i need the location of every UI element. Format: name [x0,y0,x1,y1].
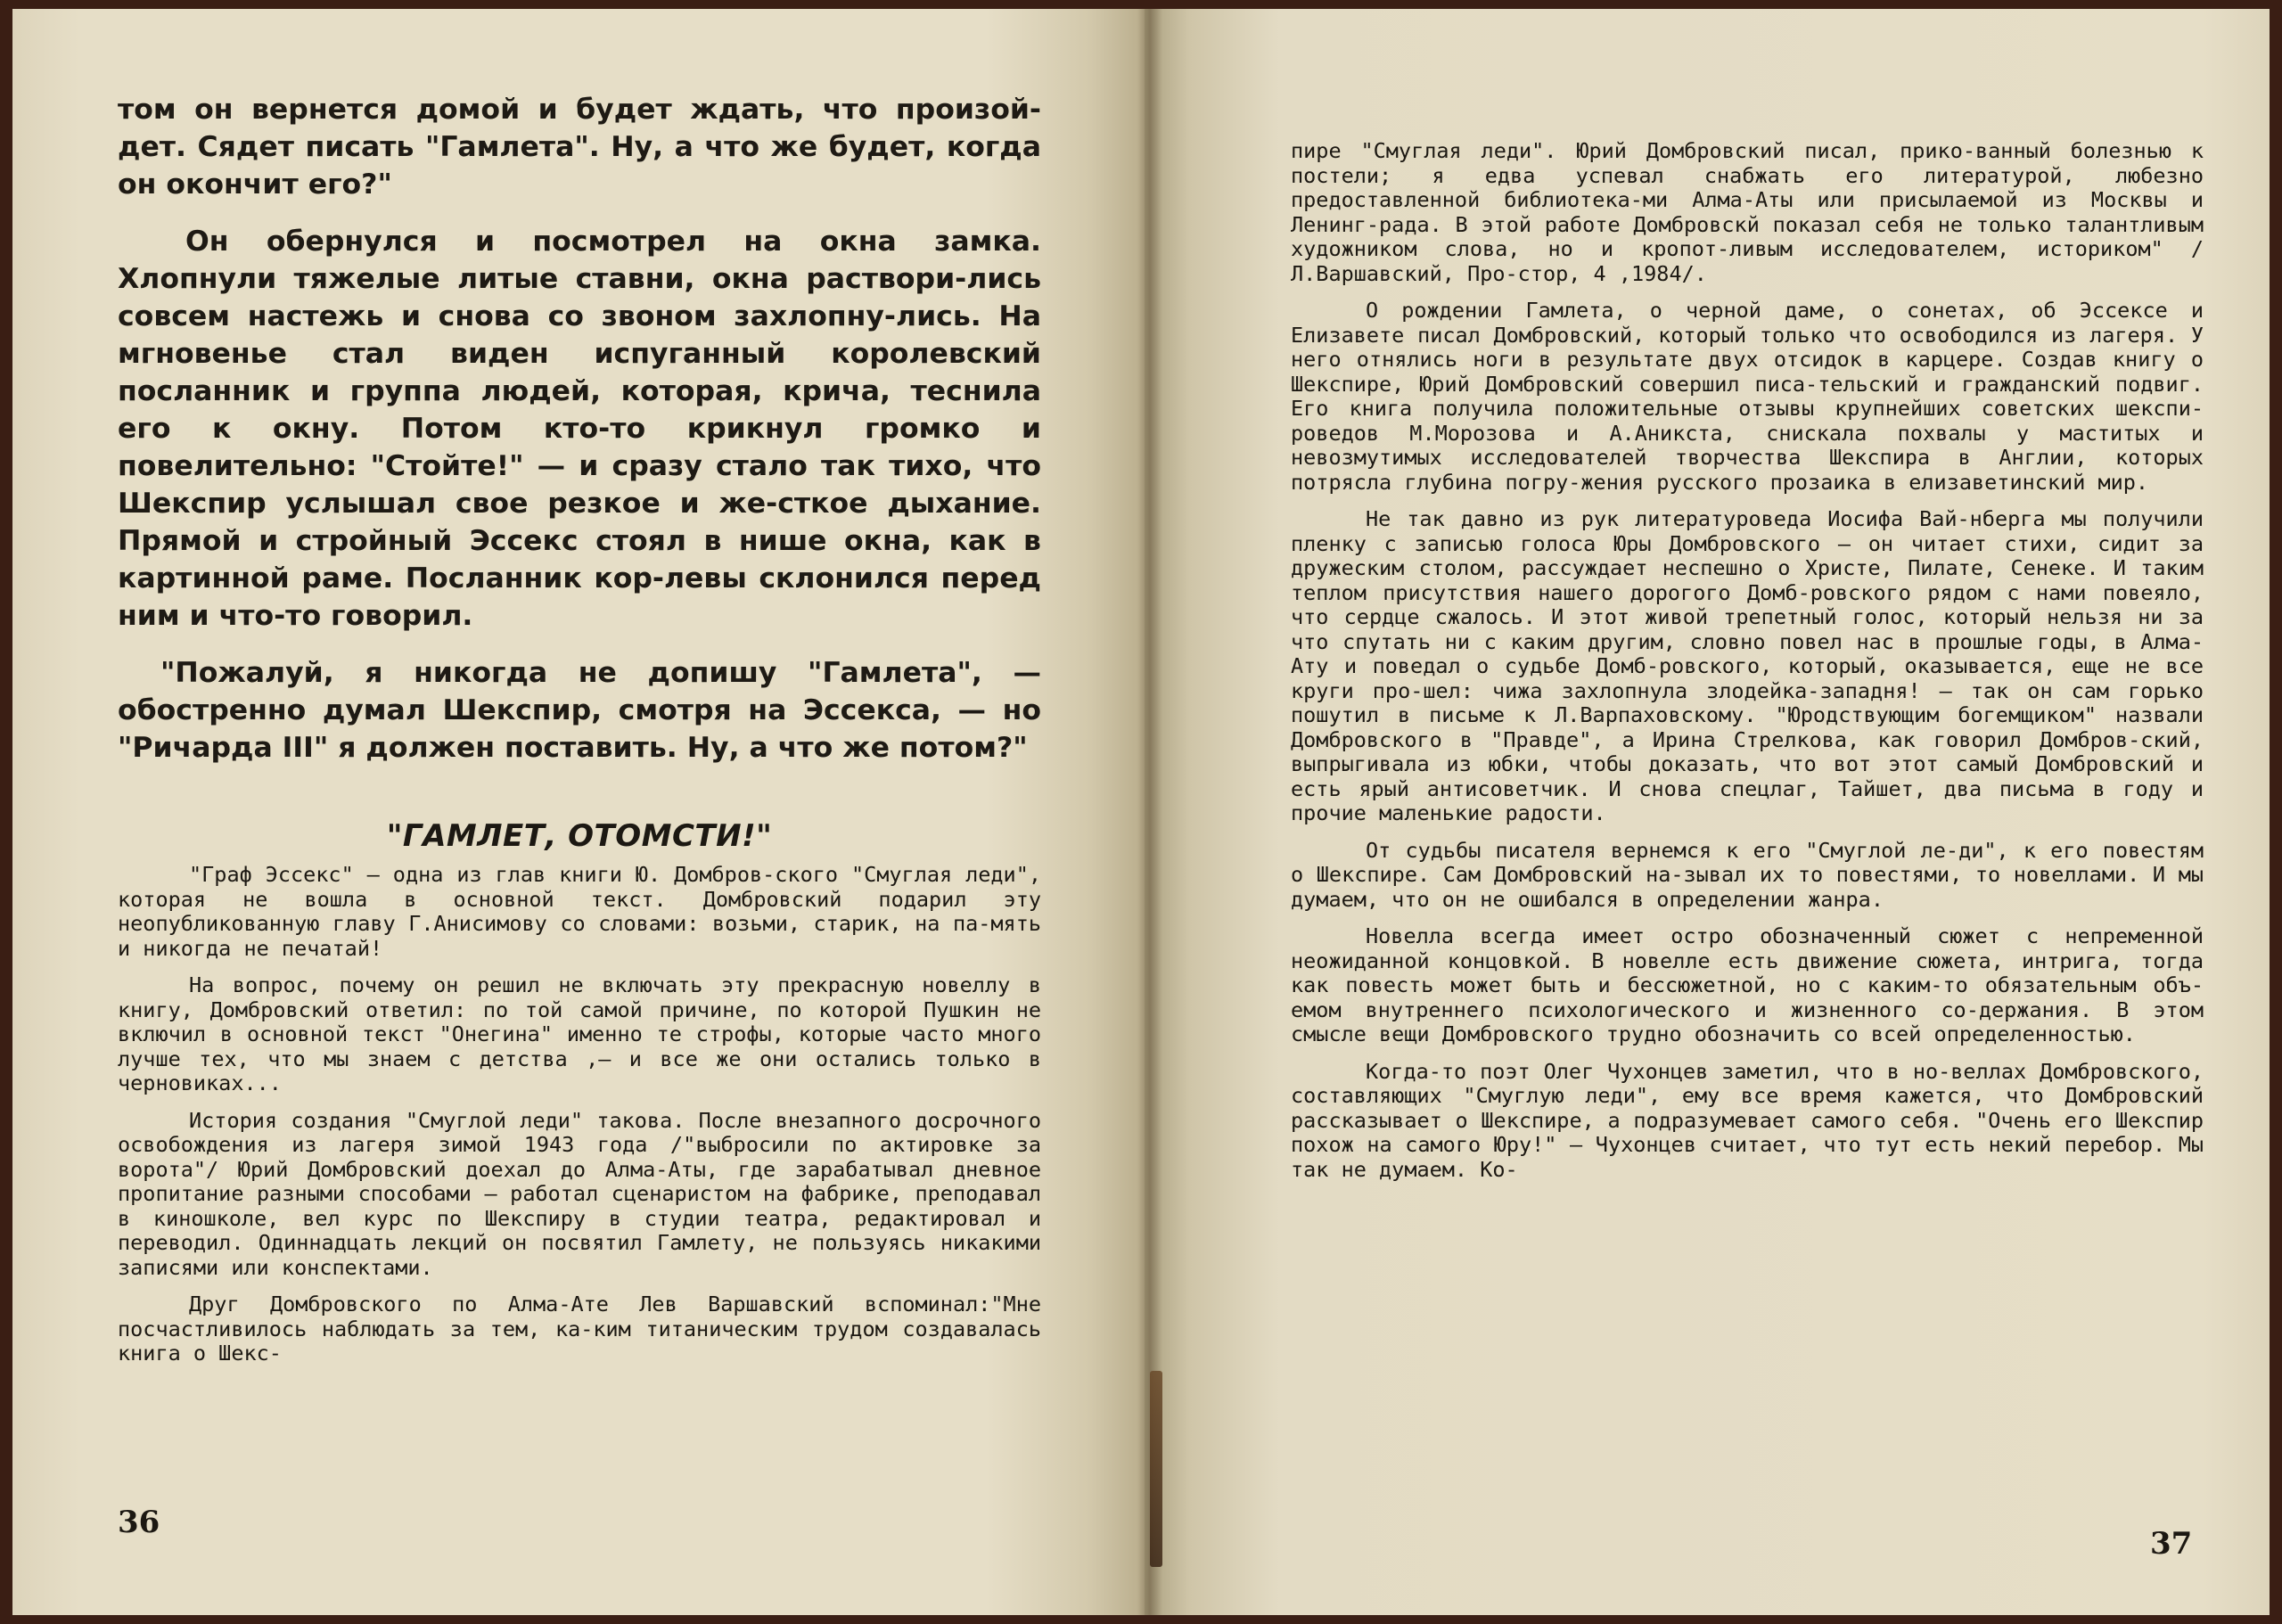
paragraph: От судьбы писателя вернемся к его "Смуглой ле-ди", к его повестям о Шекспире. Сам Домбровский на-зывал их то повестями, то новеллами. И мы думаем, что он не ошибался в определении жанра. [1291,837,2204,912]
paragraph: пире "Смуглая леди". Юрий Домбровский писал, прико-ванный болезнью к постели; я едва успевал снабжать его литературой, любезно предоставленной библиотека-ми Алма-Аты или присылаемой из Москвы и Ленинг-рада. В этой работе Домбровскй показал себя не только талантливым художником слова, но и кропот-ливым исследователем, историком" /Л.Варшавский, Про-стор, 4 ,1984/. [1291,138,2204,286]
section-heading: "ГАМЛЕТ, ОТОМСТИ!" [386,818,773,854]
paragraph: "Граф Эссекс" — одна из глав книги Ю. Домбров-ского "Смуглая леди", которая не вошла в основной текст. Домбровский подарил эту неопубликованную главу Г.Анисимову со словами: возьми, старик, на па-мять и никогда не печатай! [118,862,1041,961]
page-number: 37 [2150,1526,2193,1562]
left-page-text [118,91,1041,1379]
paragraph: Когда-то поэт Олег Чухонцев заметил, что в но-веллах Домбровского, составляющих "Смуглую леди", ему все время кажется, что Домбровский рассказывает о Шекспире, а подразумевает самого себя. "Очень его Шекспир похож на самого Юру!" — Чухонцев считает, что тут есть некий перебор. Мы так не думаем. Ко- [1291,1058,2204,1182]
paragraph: История создания "Смуглой леди" такова. После внезапного досрочного освобождения из лагеря зимой 1943 года /"выбросили по актировке за ворота"/ Юрий Домбровский доехал до Алма-Аты, где зарабатывал дневное пропитание разными способами — работал сценаристом на фабрике, преподавал в киношколе, вел курс по Шекспиру в студии театра, редактировал и переводил. Одиннадцать лекций он посвятил Гамлету, не пользуясь никакими записями или конспектами. [118,1107,1041,1280]
left-page [12,9,1145,1615]
paragraph: Новелла всегда имеет остро обозначенный сюжет с непременной неожиданной концовкой. В новелле есть движение сюжета, интрига, тогда как повесть может быть и бессюжетной, но с каким-то обязательным объ-емом внутреннего психологического и жизненного со-держания. В этом смысле вещи Домбровского трудно обозначить со всей определенностью. [1291,923,2204,1046]
paragraph: О рождении Гамлета, о черной даме, о сонетах, об Эссексе и Елизавете писал Домбровский, который только что освободился из лагеря. У него отнялись ноги в результате двух отсидок в карцере. Создав книгу о Шекспире, Юрий Домбровский совершил писа-тельский и гражданский подвиг. Его книга получила положительные отзывы крупнейших советских шекспи-роведов М.Морозова и А.Аникста, снискала похвалы у маститых и невозмутимых исследователей творчества Шекспира в Англии, которых потрясла глубина погру-жения русского прозаика в елизаветинский мир. [1291,298,2204,495]
paragraph: На вопрос, почему он решил не включать эту прекрасную новеллу в книгу, Домбровский ответил: по той самой причине, по которой Пушкин не включил в основной текст "Онегина" именно те строфы, которые часто много лучше тех, что мы знаем с детства ,— и все же они остались только в черновиках... [118,972,1041,1095]
novel-excerpt [118,91,1041,767]
right-page-text [1291,139,2204,1194]
paragraph: Не так давно из рук литературоведа Иосифа Вай-нберга мы получили пленку с записью голоса Юры Домбровского — он читает стихи, сидит за дружеским столом, рассуждает неспешно о Христе, Пилате, Сенеке. И таким теплом присутствия нашего дорогого Домб-ровского рядом с нами повеяло, что сердце сжалось. И этот живой трепетный голос, который нельзя ни за что спутать ни с каким другим, словно повел нас в прошлые годы, в Алма-Ату и поведал о судьбе Домб-ровского, который, оказывается, еще не все круги про-шел: чижа захлопнула злодейка-западня! — так он сам горько пошутил в письме к Л.Варпаховскому. "Юродствующим богемщиком" назвали Домбровского в "Правде", а Ирина Стрелкова, как говорил Домбров-ский, выпрыгивала из юбки, чтобы доказать, что вот этот самый Домбровский и есть ярый антисоветчик. И снова спецлаг, Тайшет, два письма в году и прочие маленькие радости. [1291,506,2204,825]
paragraph: том он вернется домой и будет ждать, что произой-дет. Сядет писать "Гамлета". Ну, а что же будет, когда он окончит его?" [118,94,1041,201]
page-number: 36 [118,1505,160,1540]
commentary-text [118,863,1041,1366]
paragraph: Друг Домбровского по Алма-Ате Лев Варшавский вспоминал:"Мне посчастливилось наблюдать за тем, ка-ким титаническим трудом создавалась книга о Шекс- [118,1292,1041,1366]
binding-thread [1150,1371,1162,1567]
commentary-text [1291,139,2204,1182]
right-page [1145,9,2270,1615]
paragraph: Он обернулся и посмотрел на окна замка. Хлопнули тяжелые литые ставни, окна раствори-лись совсем настежь и снова со звоном захлопну-лись. На мгновенье стал виден испуганный королевский посланник и группа людей, которая, крича, теснила его к окну. Потом кто-то крикнул громко и повелительно: "Стойте!" — и сразу стало так тихо, что Шекспир услышал свое резкое и же-сткое дыхание. Прямой и стройный Эссекс стоял в нише окна, как в картинной раме. Посланник кор-левы склонился перед ним и что-то говорил. [118,226,1041,632]
paragraph: "Пожалуй, я никогда не допишу "Гамлета", — обостренно думал Шекспир, смотря на Эссекса, — но "Ричарда III" я должен поставить. Ну, а что же потом?" [118,657,1041,764]
book-spread [12,9,2270,1615]
